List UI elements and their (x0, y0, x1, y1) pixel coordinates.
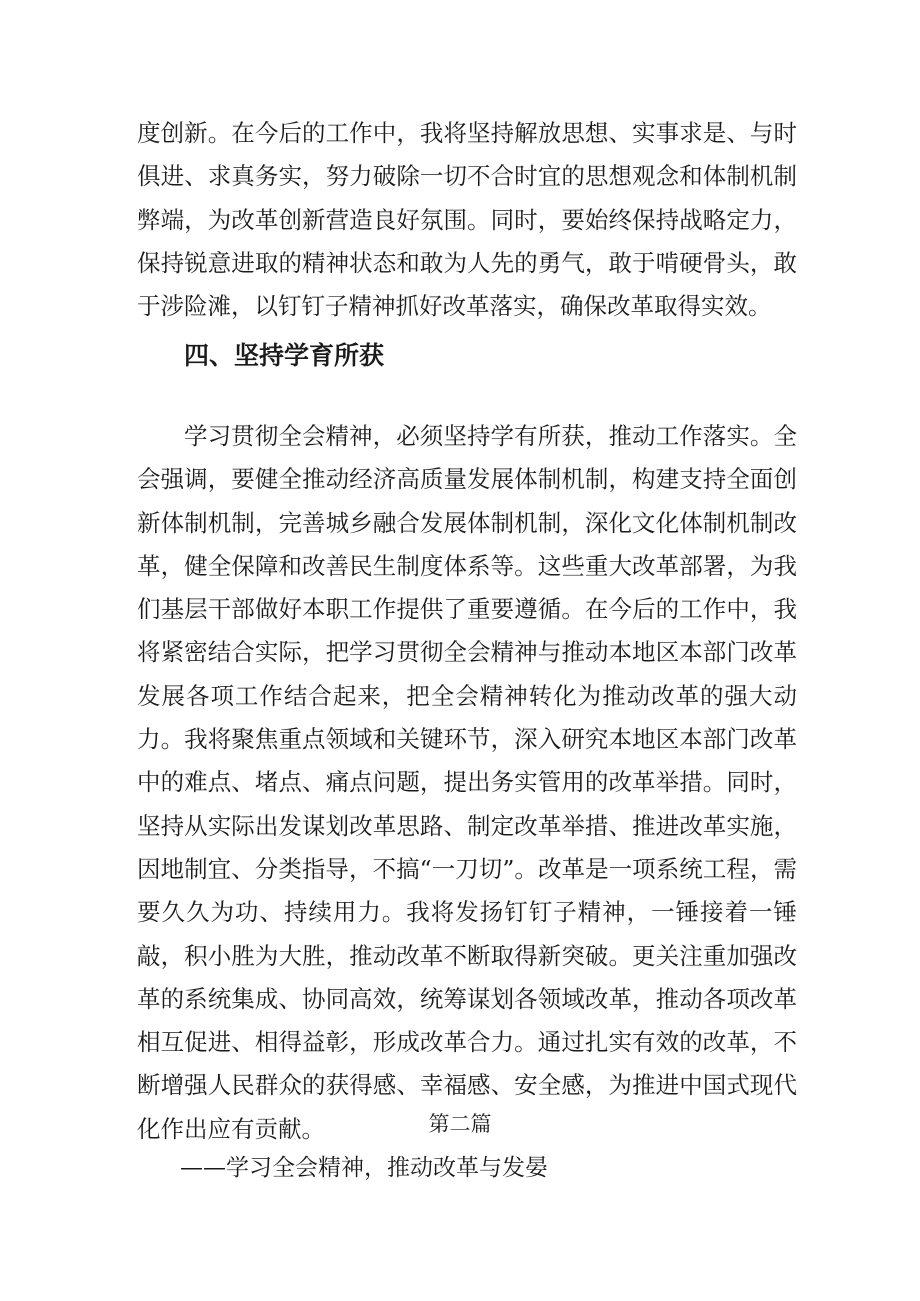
section-heading: 四、坚持学育所获 (184, 341, 385, 370)
body-paragraph-continued: 度创新。在今后的工作中，我将坚持解放思想、实事求是、与时俱进、求真务实，努力破除一切不合时宜的思想观念和体制机制弊端，为改革创新营造良好氛围。同时，要始终保持战略定力，保持锐意进取的精神状态和敢为人先的勇气，敢于啃硬骨头，敢于涉险滩，以钉钉子精神抓好改革落实，确保改革取得实效。 (137, 119, 797, 321)
body-paragraph-section: 学习贯彻全会精神，必须坚持学有所获，推动工作落实。全会强调，要健全推动经济高质量发展体制机制，构建支持全面创新体制机制，完善城乡融合发展体制机制，深化文化体制机制改革，健全保障和改善民生制度体系等。这些重大改革部署，为我们基层干部做好本职工作提供了重要遵循。在今后的工作中，我将紧密结合实际，把学习贯彻全会精神与推动本地区本部门改革发展各项工作结合起来，把全会精神转化为推动改革的强大动力。我将聚焦重点领域和关键环节，深入研究本地区本部门改革中的难点、堵点、痛点问题，提出务实管用的改革举措。同时，坚持从实际出发谋划改革思路、制定改革举措、推进改革实施，因地制宜、分类指导，不搞“一刀切”。改革是一项系统工程，需要久久为功、持续用力。我将发扬钉钉子精神，一锤接着一锤敲，积小胜为大胜，推动改革不断取得新突破。更关注重加强改革的系统集成、协同高效，统筹谋划各领域改革，推动各项改革相互促进、相得益彰，形成改革合力。通过扎实有效的改革，不断增强人民群众的获得感、幸福感、安全感，为推进中国式现代化作出应有贡献。 (137, 422, 797, 1143)
part-title: 第二篇 (428, 1112, 492, 1136)
part-subtitle: ——学习全会精神，推动改革与发晏 (180, 1155, 548, 1181)
